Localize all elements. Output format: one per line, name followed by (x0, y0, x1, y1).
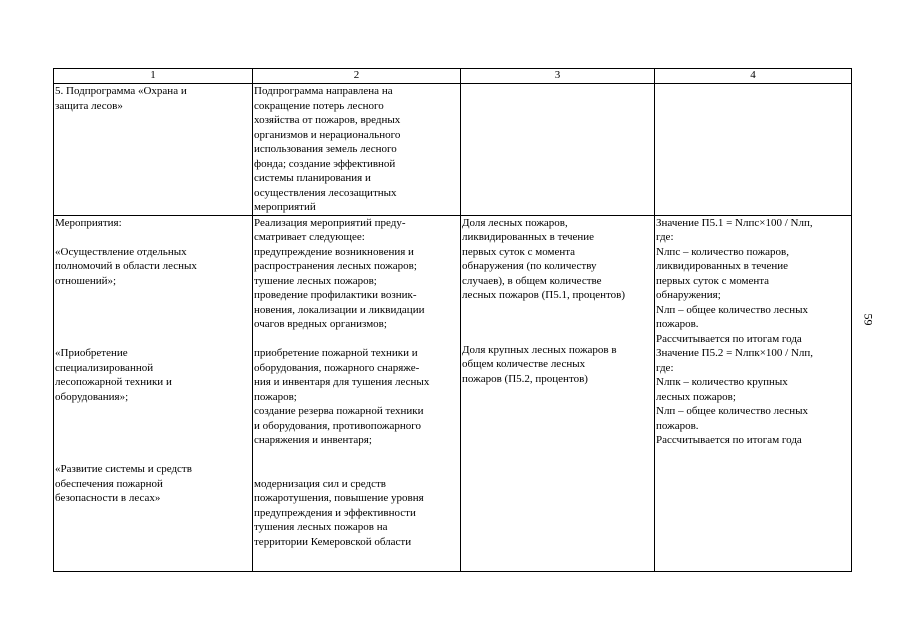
header-cell-2: 2 (253, 69, 461, 84)
subprogram-title: 5. Подпрограмма «Охрана и защита лесов» (55, 85, 187, 112)
activity-item-3: «Развитие системы и средств обеспечения пожарной безопасности в лесах» (55, 463, 192, 504)
indicator-2: Доля крупных лесных пожаров в общем количестве лесных пожаров (П5.2, процентов) (462, 343, 617, 385)
formula-cell (655, 215, 852, 571)
indicator-cell (461, 215, 655, 571)
table-row-subprogram (54, 84, 852, 216)
header-cell-1: 1 (54, 69, 253, 84)
activity-description-2: приобретение пожарной техники и оборудования, пожарного снаряже- ния и инвентаря для тушения лесных пожаров; создание резерва пожарной техники и оборудования, противопожарного снаряжения и инвентаря; (254, 347, 430, 446)
subprogram-description: Подпрограмма направлена на сокращение потерь лесного хозяйства от пожаров, вредных организмов и нерационального использования земель лесного фонда; создание эффективной системы планирования и осуществления лесозащитных мероприятий (254, 85, 401, 213)
header-cell-4: 4 (655, 69, 852, 84)
activity-item-1: «Осуществление отдельных полномочий в области лесных отношений»; (55, 245, 197, 287)
empty-cell-3 (461, 84, 655, 216)
activity-description-1: Реализация мероприятий преду- сматривает следующее: предупреждение возникновения и распространения лесных пожаров; тушение лесных пожаров; проведение профилактики возник- новения, локализации и ликвидации очагов вредных организмов; (254, 216, 425, 330)
page-number: 59 (861, 313, 876, 326)
activity-item-2: «Приобретение специализированной лесопожарной техники и оборудования»; (55, 347, 172, 403)
formula-1: Значение П5.1 = Nлпс×100 / Nлп, где: Nлпс – количество пожаров, ликвидированных в течение первых суток с момента обнаружения; Nлп – общее количество лесных пожаров. Рассчитывается по итогам года (656, 216, 813, 345)
subprogram-description-cell (253, 84, 461, 216)
program-table (53, 68, 852, 572)
formula-2: Значение П5.2 = Nлпк×100 / Nлп, где: Nлпк – количество крупных лесных пожаров; Nлп – общее количество лесных пожаров. Рассчитывается по итогам года (656, 347, 814, 446)
empty-cell-4 (655, 84, 852, 216)
indicator-1: Доля лесных пожаров, ликвидированных в течение первых суток с момента обнаружения (по количеству случаев), в общем количестве лесных пожаров (П5.1, процентов) (462, 216, 626, 301)
table-header-row (54, 69, 852, 84)
activity-description-3: модернизация сил и средств пожаротушения, повышение уровня предупреждения и эффективности тушения лесных пожаров на территории Кемеровской области (254, 477, 424, 548)
activities-cell (54, 215, 253, 571)
activities-label: Мероприятия: (55, 216, 122, 229)
table-row-activities (54, 215, 852, 571)
header-cell-3: 3 (461, 69, 655, 84)
subprogram-title-cell (54, 84, 253, 216)
activity-description-cell (253, 215, 461, 571)
